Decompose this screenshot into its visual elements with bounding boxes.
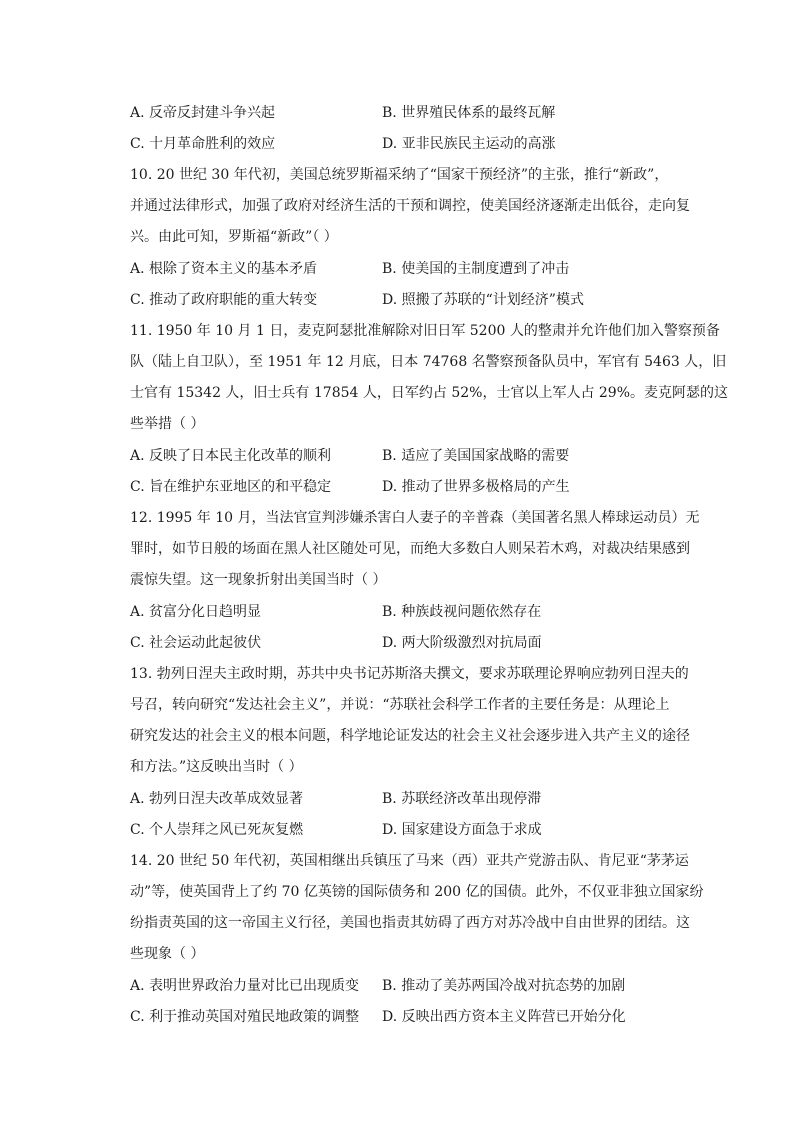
- q9-option-b[interactable]: B. 世界殖民体系的最终瓦解: [382, 105, 556, 121]
- q12-option-a[interactable]: A. 贫富分化日趋明显: [130, 604, 262, 620]
- q11-option-c[interactable]: C. 旨在维护东亚地区的和平稳定: [130, 479, 332, 495]
- q13-option-c[interactable]: C. 个人崇拜之风已死灰复燃: [130, 822, 304, 838]
- q12-stem-line-1: 12. 1995 年 10 月，当法官宣判涉嫌杀害白人妻子的辛普森（美国著名黑人棒球运动员）无: [130, 510, 700, 526]
- q11-option-a[interactable]: A. 反映了日本民主化改革的顺利: [130, 448, 332, 464]
- q9-option-a[interactable]: A. 反帝反封建斗争兴起: [130, 105, 276, 121]
- q13-option-d[interactable]: D. 国家建设方面急于求成: [382, 822, 542, 838]
- q10-stem-line-2: 并通过法律形式，加强了政府对经济生活的干预和调控，使美国经济逐渐走出低谷，走向复: [130, 198, 690, 214]
- q10-option-d[interactable]: D. 照搬了苏联的“计划经济”模式: [382, 292, 584, 308]
- q11-stem-line-4: 些举措（ ）: [130, 416, 205, 432]
- q10-option-a[interactable]: A. 根除了资本主义的基本矛盾: [130, 261, 318, 277]
- q13-stem-line-3: 研究发达的社会主义的根本问题，科学地论证发达的社会主义社会逐步进入共产主义的途径: [130, 728, 690, 744]
- q11-stem-line-2: 队（陆上自卫队），至 1951 年 12 月底，日本 74768 名警察预备队员中，军官有 5463 人，旧: [130, 354, 727, 370]
- q11-option-d[interactable]: D. 推动了世界多极格局的产生: [382, 479, 570, 495]
- q11-stem-line-3: 士官有 15342 人，旧士兵有 17854 人，日军约占 52%，士官以上军人占 29%。麦克阿瑟的这: [130, 385, 729, 401]
- q14-stem-line-3: 纷指责英国的这一帝国主义行径，美国也指责其妨碍了西方对苏冷战中自由世界的团结。这: [130, 915, 690, 931]
- q11-option-b[interactable]: B. 适应了美国国家战略的需要: [382, 448, 570, 464]
- q11-stem-line-1: 11. 1950 年 10 月 1 日，麦克阿瑟批准解除对旧日军 5200 人的整肃并允许他们加入警察预备: [130, 323, 720, 339]
- q9-option-c[interactable]: C. 十月革命胜利的效应: [130, 136, 276, 152]
- q10-option-c[interactable]: C. 推动了政府职能的重大转变: [130, 292, 318, 308]
- q13-stem-line-2: 号召，转向研究“发达社会主义”，并说：“苏联社会科学工作者的主要任务是：从理论上: [130, 697, 670, 713]
- q10-stem-line-1: 10. 20 世纪 30 年代初，美国总统罗斯福采纳了“国家干预经济”的主张，推行“新政”，: [130, 167, 669, 183]
- q12-option-d[interactable]: D. 两大阶级激烈对抗局面: [382, 635, 542, 651]
- q14-option-b[interactable]: B. 推动了美苏两国冷战对抗态势的加剧: [382, 978, 626, 994]
- q12-stem-line-2: 罪时，如节日般的场面在黑人社区随处可见，而绝大多数白人则呆若木鸡，对裁决结果感到: [130, 541, 690, 557]
- q10-option-b[interactable]: B. 使美国的主制度遭到了冲击: [382, 261, 570, 277]
- q12-stem-line-3: 震惊失望。这一现象折射出美国当时（ ）: [130, 572, 387, 588]
- q12-option-b[interactable]: B. 种族歧视问题依然存在: [382, 604, 542, 620]
- q13-stem-line-1: 13. 勃列日涅夫主政时期，苏共中央书记苏斯洛夫撰文，要求苏联理论界响应勃列日涅夫的: [130, 666, 689, 682]
- q13-option-a[interactable]: A. 勃列日涅夫改革成效显著: [130, 791, 304, 807]
- q12-option-c[interactable]: C. 社会运动此起彼伏: [130, 635, 262, 651]
- q14-stem-line-4: 些现象（ ）: [130, 946, 205, 962]
- q14-stem-line-1: 14. 20 世纪 50 年代初，英国相继出兵镇压了马来（西）亚共产党游击队、肯尼亚“茅茅运: [130, 853, 689, 869]
- q9-option-d[interactable]: D. 亚非民族民主运动的高涨: [382, 136, 556, 152]
- q13-option-b[interactable]: B. 苏联经济改革出现停滞: [382, 791, 542, 807]
- q14-option-d[interactable]: D. 反映出西方资本主义阵营已开始分化: [382, 1009, 626, 1025]
- q14-stem-line-2: 动”等，使英国背上了约 70 亿英镑的国际债务和 200 亿的国债。此外，不仅亚非独立国家纷: [130, 884, 704, 900]
- q13-stem-line-4: 和方法。”这反映出当时（ ）: [130, 759, 303, 775]
- q10-stem-line-3: 兴。由此可知，罗斯福“新政”（ ）: [130, 229, 338, 245]
- q14-option-a[interactable]: A. 表明世界政治力量对比已出现质变: [130, 978, 360, 994]
- q14-option-c[interactable]: C. 利于推动英国对殖民地政策的调整: [130, 1009, 360, 1025]
